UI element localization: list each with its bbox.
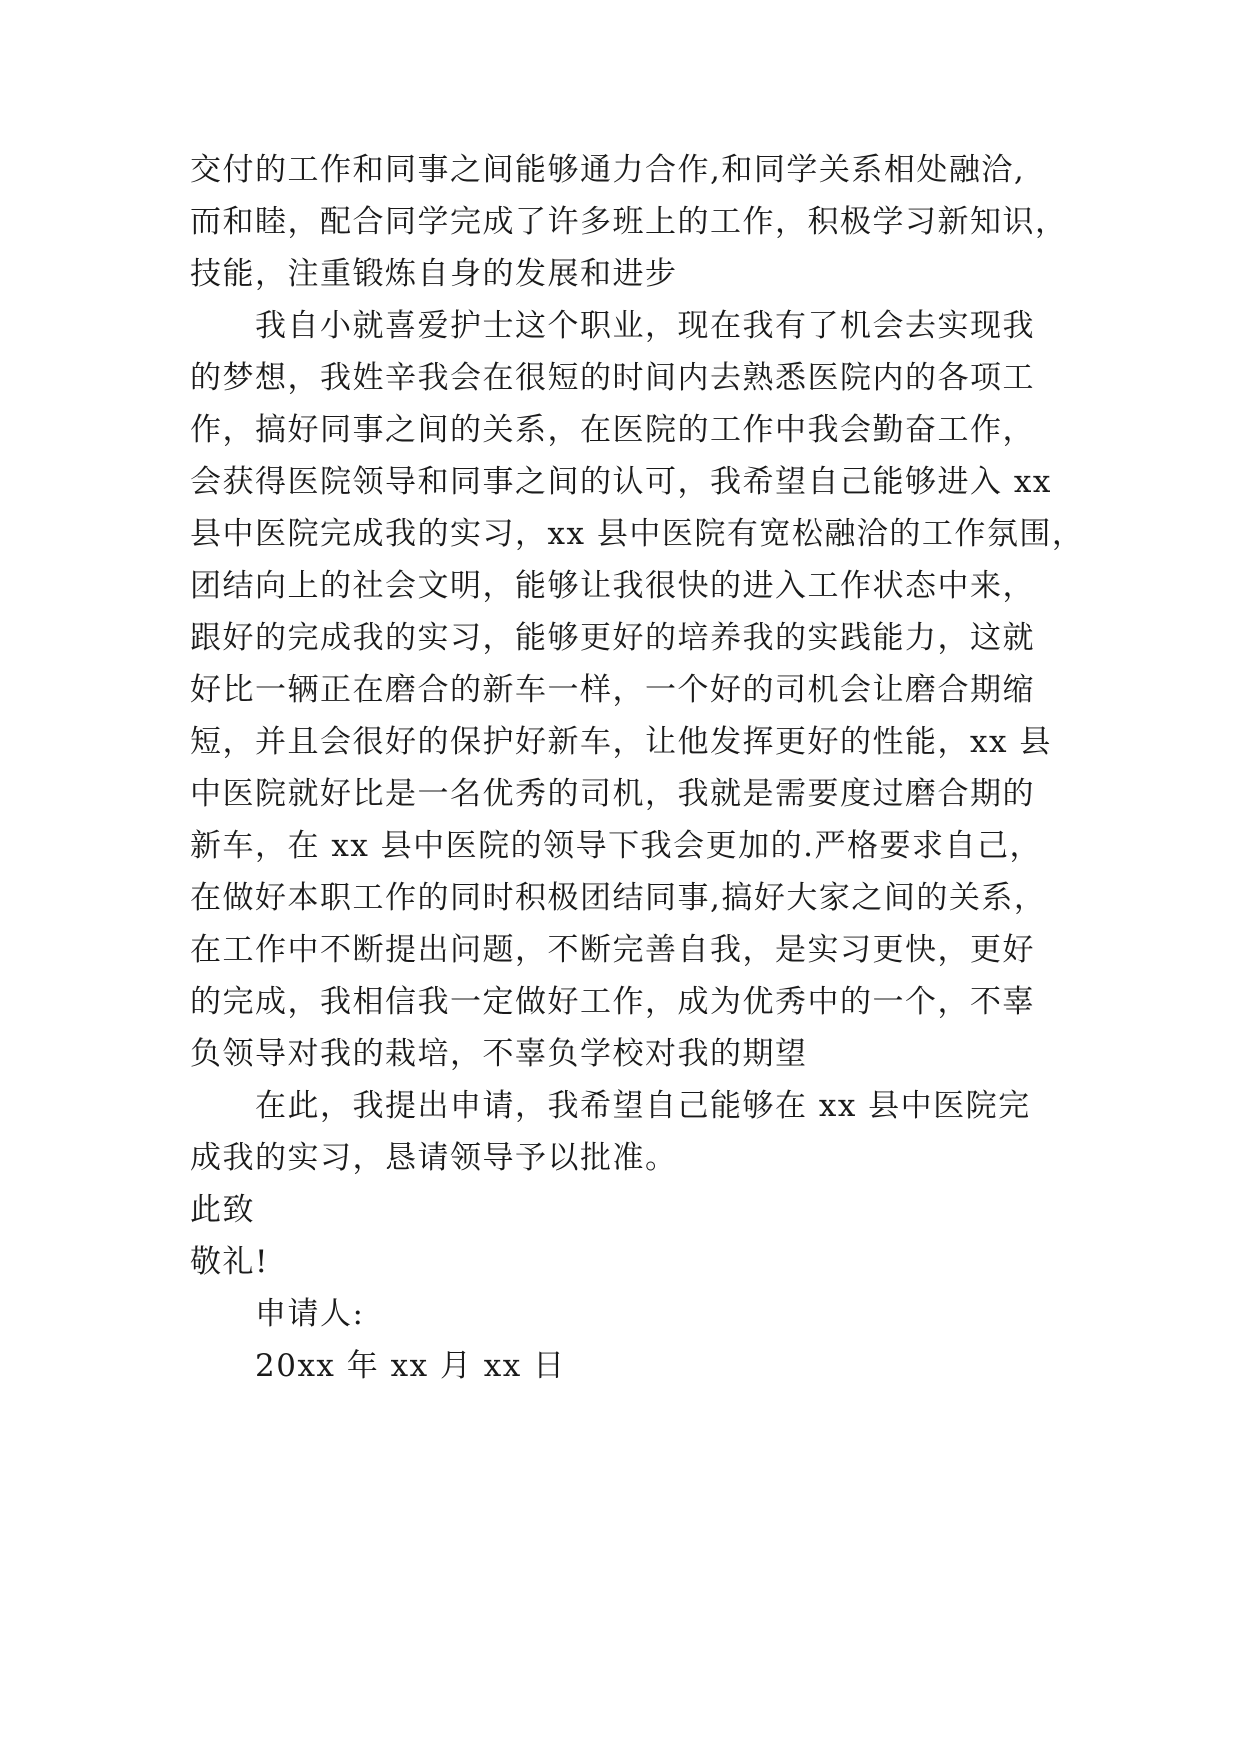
date-line: 20xx 年 xx 月 xx 日 <box>255 1348 566 1384</box>
closing-regards: 敬礼! <box>190 1244 269 1280</box>
text-line: 而和睦，配合同学完成了许多班上的工作，积极学习新知识， <box>190 204 1068 240</box>
text-line: 跟好的完成我的实习，能够更好的培养我的实践能力，这就 <box>190 620 1035 656</box>
text-line: 交付的工作和同事之间能够通力合作,和同学关系相处融洽, <box>190 152 1026 188</box>
text-line: 技能，注重锻炼自身的发展和进步 <box>190 256 678 292</box>
text-line: 团结向上的社会文明，能够让我很快的进入工作状态中来， <box>190 568 1035 604</box>
text-line: 成我的实习，恳请领导予以批准。 <box>190 1140 678 1176</box>
text-line: 在工作中不断提出问题，不断完善自我，是实习更快，更好 <box>190 932 1035 968</box>
applicant-label: 申请人: <box>255 1296 365 1332</box>
text-line: 的完成，我相信我一定做好工作，成为优秀中的一个，不辜 <box>190 984 1035 1020</box>
text-line: 的梦想，我姓辛我会在很短的时间内去熟悉医院内的各项工 <box>190 360 1035 396</box>
text-line: 负领导对我的栽培，不辜负学校对我的期望 <box>190 1036 808 1072</box>
text-line: 短，并且会很好的保护好新车，让他发挥更好的性能，xx 县 <box>190 724 1052 760</box>
closing-salutation: 此致 <box>190 1192 255 1228</box>
text-line: 会获得医院领导和同事之间的认可，我希望自己能够进入 xx <box>190 464 1052 500</box>
text-line: 好比一辆正在磨合的新车一样，一个好的司机会让磨合期缩 <box>190 672 1035 708</box>
text-line: 中医院就好比是一名优秀的司机，我就是需要度过磨合期的 <box>190 776 1035 812</box>
text-line: 在此，我提出申请，我希望自己能够在 xx 县中医院完 <box>255 1088 1031 1124</box>
text-line: 县中医院完成我的实习，xx 县中医院有宽松融洽的工作氛围， <box>190 516 1085 552</box>
text-line: 在做好本职工作的同时积极团结同事,搞好大家之间的关系， <box>190 880 1047 916</box>
text-line: 新车，在 xx 县中医院的领导下我会更加的.严格要求自己， <box>190 828 1043 864</box>
text-line: 作，搞好同事之间的关系，在医院的工作中我会勤奋工作， <box>190 412 1035 448</box>
text-line: 我自小就喜爱护士这个职业，现在我有了机会去实现我 <box>255 308 1035 344</box>
